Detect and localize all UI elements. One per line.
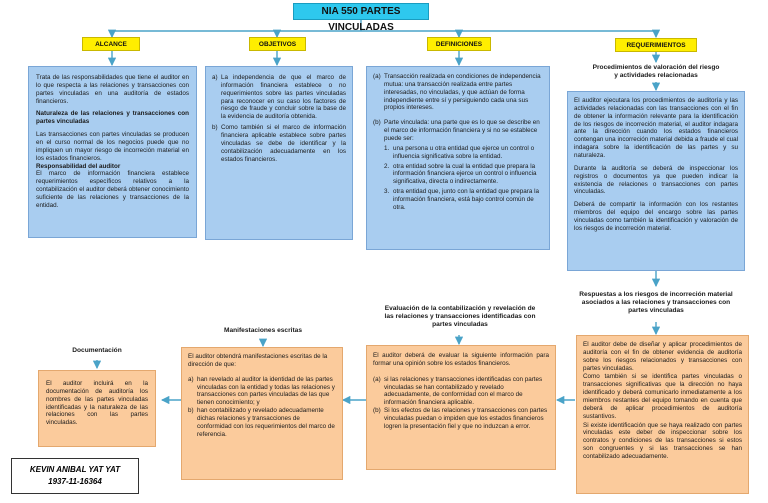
author-box [11,458,139,494]
respuestas-heading: Respuestas a los riesgos de incorreción material asociados a las relaciones y transacciones con partes vinculadas [579,291,733,315]
evaluacion-b [373,407,549,431]
label-alcance: ALCANCE [82,37,140,51]
respuestas-box [576,335,749,494]
documentacion-heading: Documentación [72,347,122,354]
requerimientos-heading: Procedimientos de valoración del riesgo y actividades relacionadas [592,64,720,80]
definicion-item [384,163,543,187]
objetivo-b [212,124,346,163]
manifestacion-b-text: han contabilizado y revelado adecuadamente dichas relaciones y transacciones de conformidad con los requerimientos del marco de referencia. [197,407,335,438]
definicion-b-list [373,145,543,212]
definicion-b-marker: (b) [373,119,381,127]
definicion-a-marker: (a) [373,73,381,80]
requerimientos-p1: El auditor ejecutara los procedimientos de auditoría y las actividades relacionadas con las transacciones con el fin de obtener la información relevante para la identificación de los riesgos de incorreción material, el auditor indagara ante la dirección cuando los estados financieros contengan una incorreción material debida a fraude el cual indagara sobre la identificación de las partes y su naturaleza. [574,97,738,160]
evaluacion-b-marker: (b) [373,407,381,415]
label-definiciones: DEFINICIONES [427,37,491,51]
definicion-a [373,73,543,112]
manifestaciones-intro: El auditor obtendrá manifestaciones escritas de la dirección de que: [188,353,328,368]
definicion-item-marker: 1. [384,144,390,152]
definicion-item [384,188,543,212]
manifestacion-b [188,407,336,438]
definicion-item-marker: 3. [384,188,390,196]
alcance-naturaleza-text: Las transacciones con partes vinculadas se producen en el curso normal de los negocios puede que no impliquen un mayor riesgo de incorreción material en los estados financieros. [36,131,189,162]
evaluacion-a-marker: (a) [373,375,381,383]
manifestacion-b-marker: b) [188,407,194,415]
respuestas-p2: Como también si se identifica partes vinculadas o transacciones significativas que la dirección no haya identificado y deberá comunicarlo inmediatamente a los miembros restantes del equipo tomando en cuenta que deberá de aplicar procedimientos de auditoría sustantivos. [583,373,742,420]
objetivo-b-marker: b) [212,124,218,132]
manifestacion-a-marker: a) [188,375,194,383]
evaluacion-b-text: Si los efectos de las relaciones y transacciones con partes vinculadas puedan o impiden que los estados financieros logren la presentación fiel y que no induzcan a error. [384,407,548,430]
author-name: KEVIN ANIBAL YAT YAT [29,465,121,474]
requerimientos-p2: Durante la auditoría se deberá de inspeccionar los registros o documentos ya que pueden indicar la existencia de relaciones o transacciones con partes vinculadas. [574,164,738,196]
requerimientos-p3: Deberá de compartir la información con los restantes miembros del equipo del encargo sobre las partes vinculadas como también la identificación y valoración de los riesgos de incorreción material. [574,201,738,232]
author-id: 1937-11-16364 [48,477,102,486]
definicion-item-text: una persona u otra entidad que ejerce un control o influencia significativa sobre la entidad. [393,144,535,160]
label-requerimientos: REQUERIMIENTOS [615,38,697,52]
definicion-b [373,119,543,143]
evaluacion-box [366,345,556,470]
alcance-responsabilidad-text: El marco de información financiera establece requerimientos específicos relativos a la contabilización el auditor deberá obtener conocimiento suficiente de las relaciones y transacciones de la entidad. [36,170,189,209]
alcance-heading-responsabilidad: Responsabilidad del auditor [36,162,121,170]
documentacion-text: El auditor incluirá en la documentación de auditoría los nombres de las partes vinculadas identificadas y la naturaleza de las relaciones con las partes vinculadas. [46,380,148,427]
evaluacion-a-text: si las relaciones y transacciones identificadas con partes vinculadas se han contabilizado y revelado adecuadamente, de conformidad con el marco de información financiera aplicable. [384,375,543,407]
manifestacion-a-text: han revelado al auditor la identidad de las partes vinculadas con la entidad y todas las relaciones y transacciones con partes vinculadas de las que tienen conocimiento; y [197,375,335,407]
diagram-title: NIA 550 PARTES VINCULADAS [293,3,429,20]
definiciones-box [366,66,550,250]
definicion-item-text: otra entidad sobre la cual la entidad que prepara la información financiera ejerce un control o influencia significativa, directa o indirectamente. [393,162,537,186]
alcance-box [28,66,197,238]
definicion-item-text: otra entidad que, junto con la entidad que prepara la información financiera, está bajo control común de otra. [393,188,539,211]
requerimientos-box [567,91,745,271]
manifestaciones-heading: Manifestaciones escritas [223,327,303,334]
objetivo-b-text: Como también si el marco de información financiera aplicable establece sobre partes vinculadas se debe de identificar y la contabilización adecuadamente en los estados financieros. [221,124,346,163]
definicion-b-text: Parte vinculada: una parte que es lo que se describe en el marco de información financiera y si no se establece puede ser: [384,119,540,143]
evaluacion-intro: El auditor deberá de evaluar la siguiente información para formar una opinión sobre los estados financieros. [373,352,549,367]
objetivos-box [205,66,353,240]
manifestaciones-box [181,347,343,480]
label-objetivos: OBJETIVOS [249,37,306,51]
objetivo-a-text: La independencia de que el marco de información financiera establece o no requerimientos sobre las partes vinculadas para reconocer en su caso los factores de riesgo de fraude y concluir sobre la base de la evidencia de auditoría obtenida. [221,74,346,121]
respuestas-p1: El auditor debe de diseñar y aplicar procedimientos de auditoría con el fin de obtener evidencia de auditoría sobre los riesgos relacionados y transacciones con partes vinculadas. [583,341,742,372]
definicion-a-text: Transacción realizada en condiciones de independencia mutua: una transacción realizada entre partes interesadas, no vinculadas, y que actúan de forma independiente entre sí y persiguiendo cada una sus propios intereses. [384,73,541,112]
definicion-item-marker: 2. [384,162,390,170]
evaluacion-a [373,376,549,407]
manifestacion-a [188,376,336,407]
definicion-item [384,145,543,161]
objetivo-a-marker: a) [212,74,218,81]
evaluacion-heading: Evaluación de la contabilización y revelación de las relaciones y transacciones identificadas con partes vinculadas [384,305,536,329]
documentacion-box [38,370,156,447]
objetivo-a [212,74,346,121]
alcance-heading-naturaleza: Naturaleza de las relaciones y transacciones con partes vinculadas [36,110,189,126]
respuestas-p3: Si existe identificación que se haya realizado con partes vinculadas este deber de inspeccionar sobre los contratos y condiciones de las transacciones si estos son congruentes y si las transacciones se han contabilizado adecuadamente. [583,421,742,461]
alcance-intro: Trata de las responsabilidades que tiene el auditor en lo que respecta a las relaciones y transacciones con partes vinculadas en una auditoría de estados financieros. [36,74,189,105]
